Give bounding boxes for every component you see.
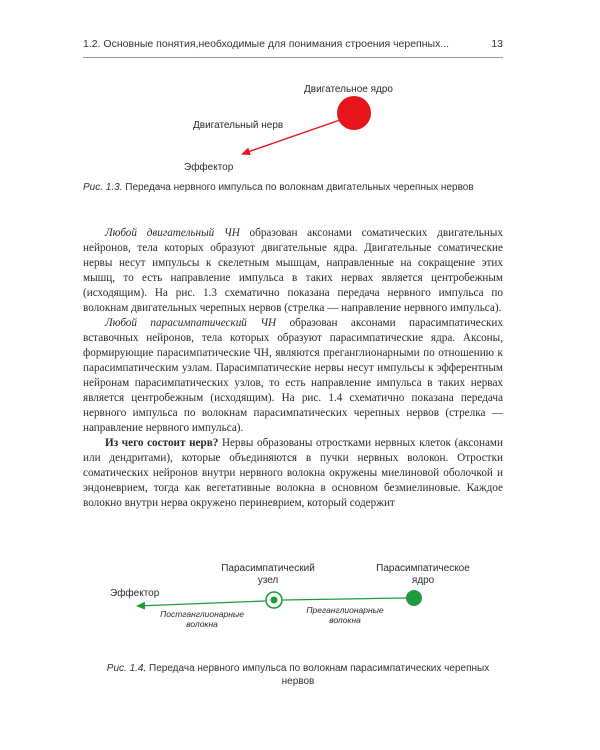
para-nucleus-label-line2: ядро <box>411 575 435 586</box>
term-motor-nerve: Любой двигательный ЧН <box>105 227 240 239</box>
ganglion-node-core <box>271 597 278 604</box>
paragraph-parasympathetic-text: образован аксонами парасимпатических вставочных нейронов, тела которых образуют парасимпатические ядра. Аксоны, формирующие парасимпатические ЧН, являются преганглионарными по отношению к парасимпатическим узлам. Парасимпатические нервы несут импульсы к эфферентным нейронам парасимпатических узлов, то есть направление импульса в таких нервах является центробежным (исходящим). На рис. 1.4 схематично показана передача нервного импульса по волокнам парасимпатических черепных нервов (стрелка — направление нервного импульса). <box>83 317 503 434</box>
postganglionic-label-line2: волокна <box>186 619 218 629</box>
header-rule <box>83 57 503 58</box>
motor-nucleus-node <box>337 96 371 130</box>
figure-1-3-caption <box>83 182 513 193</box>
preganglionic-label-line1: Преганглионарные <box>306 605 384 615</box>
paragraph-nerve-structure <box>83 436 503 511</box>
postganglionic-label-line1: Постганглионарные <box>160 609 244 619</box>
figure-1-3-text: Передача нервного импульса по волокнам двигательных черепных нервов <box>125 182 474 193</box>
ganglion-label-line2: узел <box>257 575 279 586</box>
motor-nucleus-label: Двигательное ядро <box>304 84 393 95</box>
body-text <box>83 226 503 511</box>
effector-label-2: Эффектор <box>110 588 160 599</box>
para-nucleus-label-line1: Парасимпатическое <box>376 563 470 574</box>
figure-motor-nerve <box>0 70 600 180</box>
figure-1-4-caption <box>83 662 513 688</box>
running-header <box>83 38 503 52</box>
term-parasympathetic-nerve: Любой парасимпатический ЧН <box>105 317 277 329</box>
figure-1-4-caption-line2: нервов <box>281 676 315 687</box>
effector-label: Эффектор <box>184 162 234 173</box>
preganglionic-fiber-line <box>283 598 406 600</box>
paragraph-parasympathetic <box>83 316 503 436</box>
paragraph-nerve-structure-text: Нервы образованы отростками нервных клеток (аксонами или дендритами), которые объединяются в пучки нервных волокон. Отростки соматических нейронов внутри нервного волокна окружены миелиновой оболочкой и эндоневрием, тогда как вегетативные волокна в основном безмиелиновые. Каждое волокно внутри нерва окружено периневрием, который содержит <box>83 437 503 509</box>
preganglionic-label-line2: волокна <box>329 615 361 625</box>
figure-1-4-caption-line1 <box>83 662 513 675</box>
figure-parasympathetic <box>0 555 600 645</box>
figure-1-4-text: Передача нервного импульса по волокнам парасимпатических черепных <box>149 663 490 674</box>
paragraph-motor <box>83 226 503 316</box>
question-heading: Из чего состоит нерв? <box>105 437 219 449</box>
paragraph-motor-text: образован аксонами соматических двигательных нейронов, тела которых образуют двигательные ядра. Двигательные соматические нервы несут импульсы к скелетным мышцам, направленные на сокращение этих мышц, то есть направление импульса в таких нервах является центробежным (исходящим). На рис. 1.3 схематично показана передача нервного импульса по волокнам двигательных черепных нервов (стрелка — направление нервного импульса). <box>83 227 503 314</box>
para-nucleus-node <box>406 590 422 606</box>
motor-nerve-label: Двигательный нерв <box>193 120 284 131</box>
ganglion-label-line1: Парасимпатический <box>221 563 315 574</box>
figure-1-3-number: Рис. 1.3. <box>83 182 123 193</box>
figure-1-4-number: Рис. 1.4. <box>106 663 147 674</box>
running-title: 1.2. Основные понятия,необходимые для понимания строения черепных... <box>83 38 450 50</box>
postganglionic-fiber-arrow <box>137 601 265 606</box>
page-number: 13 <box>491 38 503 50</box>
